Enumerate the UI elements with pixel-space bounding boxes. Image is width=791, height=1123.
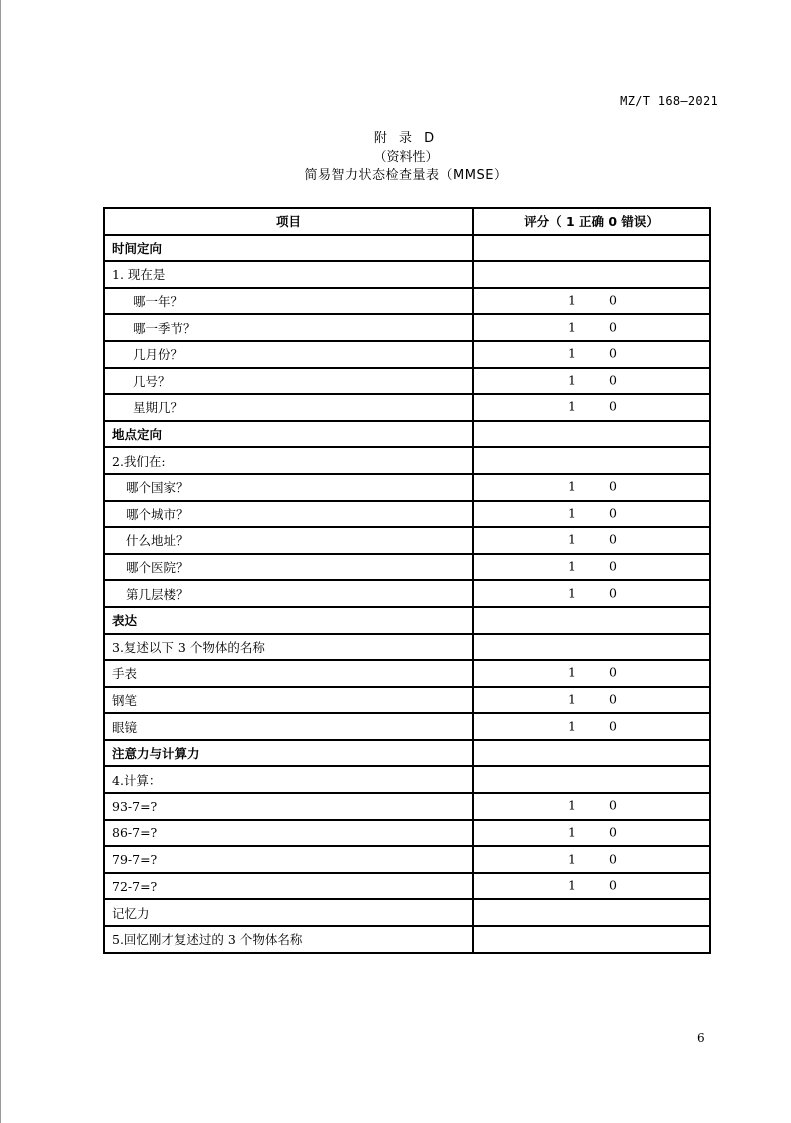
item-cell: 钢笔 — [104, 687, 473, 714]
item-cell: 79-7=? — [104, 846, 473, 873]
score-wrong-value: 0 — [609, 717, 617, 733]
score-cell — [473, 634, 710, 661]
item-cell: 2.我们在: — [104, 447, 473, 474]
table-title: 简易智力状态检查量表（MMSE） — [304, 168, 508, 183]
item-cell: 5.回忆刚才复述过的 3 个物体名称 — [104, 926, 473, 953]
score-wrong-value: 0 — [609, 850, 617, 866]
item-cell: 几月份？ — [104, 341, 473, 368]
score-wrong-value: 0 — [609, 372, 617, 388]
table-row — [104, 447, 710, 474]
appendix-nature: （资料性） — [373, 150, 439, 165]
score-cell — [473, 607, 710, 634]
table-row — [104, 314, 710, 341]
score-correct-value: 1 — [568, 877, 576, 893]
item-cell: 哪个医院？ — [104, 554, 473, 581]
item-cell: 1. 现在是 — [104, 261, 473, 288]
item-cell: 哪一年？ — [104, 288, 473, 315]
column-header-score: 评分（ 1 正确 0 错误） — [473, 208, 710, 235]
section-heading-cell: 地点定向 — [104, 421, 473, 448]
table-row — [104, 766, 710, 793]
table-row — [104, 820, 710, 847]
score-cell — [473, 474, 710, 501]
score-cell — [473, 660, 710, 687]
score-cell — [473, 288, 710, 315]
document-code: MZ/T 168—2021 — [620, 94, 718, 108]
score-correct-value: 1 — [568, 664, 576, 680]
score-cell — [473, 580, 710, 607]
item-cell: 72-7=? — [104, 873, 473, 900]
score-wrong-value: 0 — [609, 531, 617, 547]
score-correct-value: 1 — [568, 318, 576, 334]
score-cell — [473, 447, 710, 474]
score-correct-value: 1 — [568, 398, 576, 414]
item-cell: 记忆力 — [104, 899, 473, 926]
score-correct-value: 1 — [568, 797, 576, 813]
table-row — [104, 261, 710, 288]
item-cell: 几号？ — [104, 368, 473, 395]
table-row — [104, 554, 710, 581]
table-row — [104, 341, 710, 368]
table-row — [104, 899, 710, 926]
section-heading-cell: 注意力与计算力 — [104, 740, 473, 767]
item-cell: 哪个国家？ — [104, 474, 473, 501]
table-row — [104, 474, 710, 501]
item-cell: 眼镜 — [104, 713, 473, 740]
table-header-row — [104, 208, 710, 235]
table-row — [104, 793, 710, 820]
score-wrong-value: 0 — [609, 824, 617, 840]
table-row — [104, 501, 710, 528]
score-cell — [473, 687, 710, 714]
score-correct-value: 1 — [568, 558, 576, 574]
item-cell: 3.复述以下 3 个物体的名称 — [104, 634, 473, 661]
score-correct-value: 1 — [568, 691, 576, 707]
score-cell — [473, 235, 710, 262]
table-row — [104, 394, 710, 421]
score-correct-value: 1 — [568, 717, 576, 733]
score-correct-value: 1 — [568, 505, 576, 521]
score-correct-value: 1 — [568, 850, 576, 866]
table-row — [104, 527, 710, 554]
table-row — [104, 421, 710, 448]
item-cell: 什么地址？ — [104, 527, 473, 554]
table-row — [104, 634, 710, 661]
score-correct-value: 1 — [568, 824, 576, 840]
score-wrong-value: 0 — [609, 797, 617, 813]
table-row — [104, 846, 710, 873]
score-cell — [473, 873, 710, 900]
score-cell — [473, 421, 710, 448]
score-wrong-value: 0 — [609, 691, 617, 707]
score-correct-value: 1 — [568, 584, 576, 600]
table-row — [104, 607, 710, 634]
score-cell — [473, 740, 710, 767]
score-correct-value: 1 — [568, 372, 576, 388]
table-row — [104, 926, 710, 953]
table-row — [104, 660, 710, 687]
table-body — [104, 235, 710, 953]
score-cell — [473, 314, 710, 341]
score-correct-value: 1 — [568, 345, 576, 361]
score-wrong-value: 0 — [609, 398, 617, 414]
score-wrong-value: 0 — [609, 558, 617, 574]
score-correct-value: 1 — [568, 531, 576, 547]
score-cell — [473, 527, 710, 554]
score-wrong-value: 0 — [609, 664, 617, 680]
item-cell: 手表 — [104, 660, 473, 687]
page-number: 6 — [697, 1031, 705, 1045]
appendix-title: 附 录 D — [373, 131, 439, 146]
score-cell — [473, 766, 710, 793]
score-cell — [473, 713, 710, 740]
item-cell: 哪个城市？ — [104, 501, 473, 528]
score-wrong-value: 0 — [609, 345, 617, 361]
item-cell: 星期几？ — [104, 394, 473, 421]
table-row — [104, 368, 710, 395]
item-cell: 86-7=? — [104, 820, 473, 847]
score-cell — [473, 926, 710, 953]
table-row — [104, 580, 710, 607]
score-cell — [473, 394, 710, 421]
mmse-table — [103, 207, 711, 954]
item-cell: 第几层楼？ — [104, 580, 473, 607]
score-wrong-value: 0 — [609, 877, 617, 893]
item-cell: 4.计算： — [104, 766, 473, 793]
score-cell — [473, 899, 710, 926]
table-row — [104, 740, 710, 767]
table-row — [104, 288, 710, 315]
score-wrong-value: 0 — [609, 318, 617, 334]
score-cell — [473, 261, 710, 288]
table-row — [104, 687, 710, 714]
item-cell: 哪一季节？ — [104, 314, 473, 341]
score-cell — [473, 341, 710, 368]
score-wrong-value: 0 — [609, 584, 617, 600]
score-cell — [473, 554, 710, 581]
score-correct-value: 1 — [568, 292, 576, 308]
table-row — [104, 235, 710, 262]
score-wrong-value: 0 — [609, 292, 617, 308]
column-header-item: 项目 — [104, 208, 473, 235]
score-cell — [473, 368, 710, 395]
score-cell — [473, 793, 710, 820]
score-cell — [473, 501, 710, 528]
score-wrong-value: 0 — [609, 505, 617, 521]
item-cell: 93-7=? — [104, 793, 473, 820]
score-cell — [473, 846, 710, 873]
score-cell — [473, 820, 710, 847]
table-row — [104, 873, 710, 900]
score-wrong-value: 0 — [609, 478, 617, 494]
section-heading-cell: 表达 — [104, 607, 473, 634]
score-correct-value: 1 — [568, 478, 576, 494]
section-heading-cell: 时间定向 — [104, 235, 473, 262]
table-row — [104, 713, 710, 740]
